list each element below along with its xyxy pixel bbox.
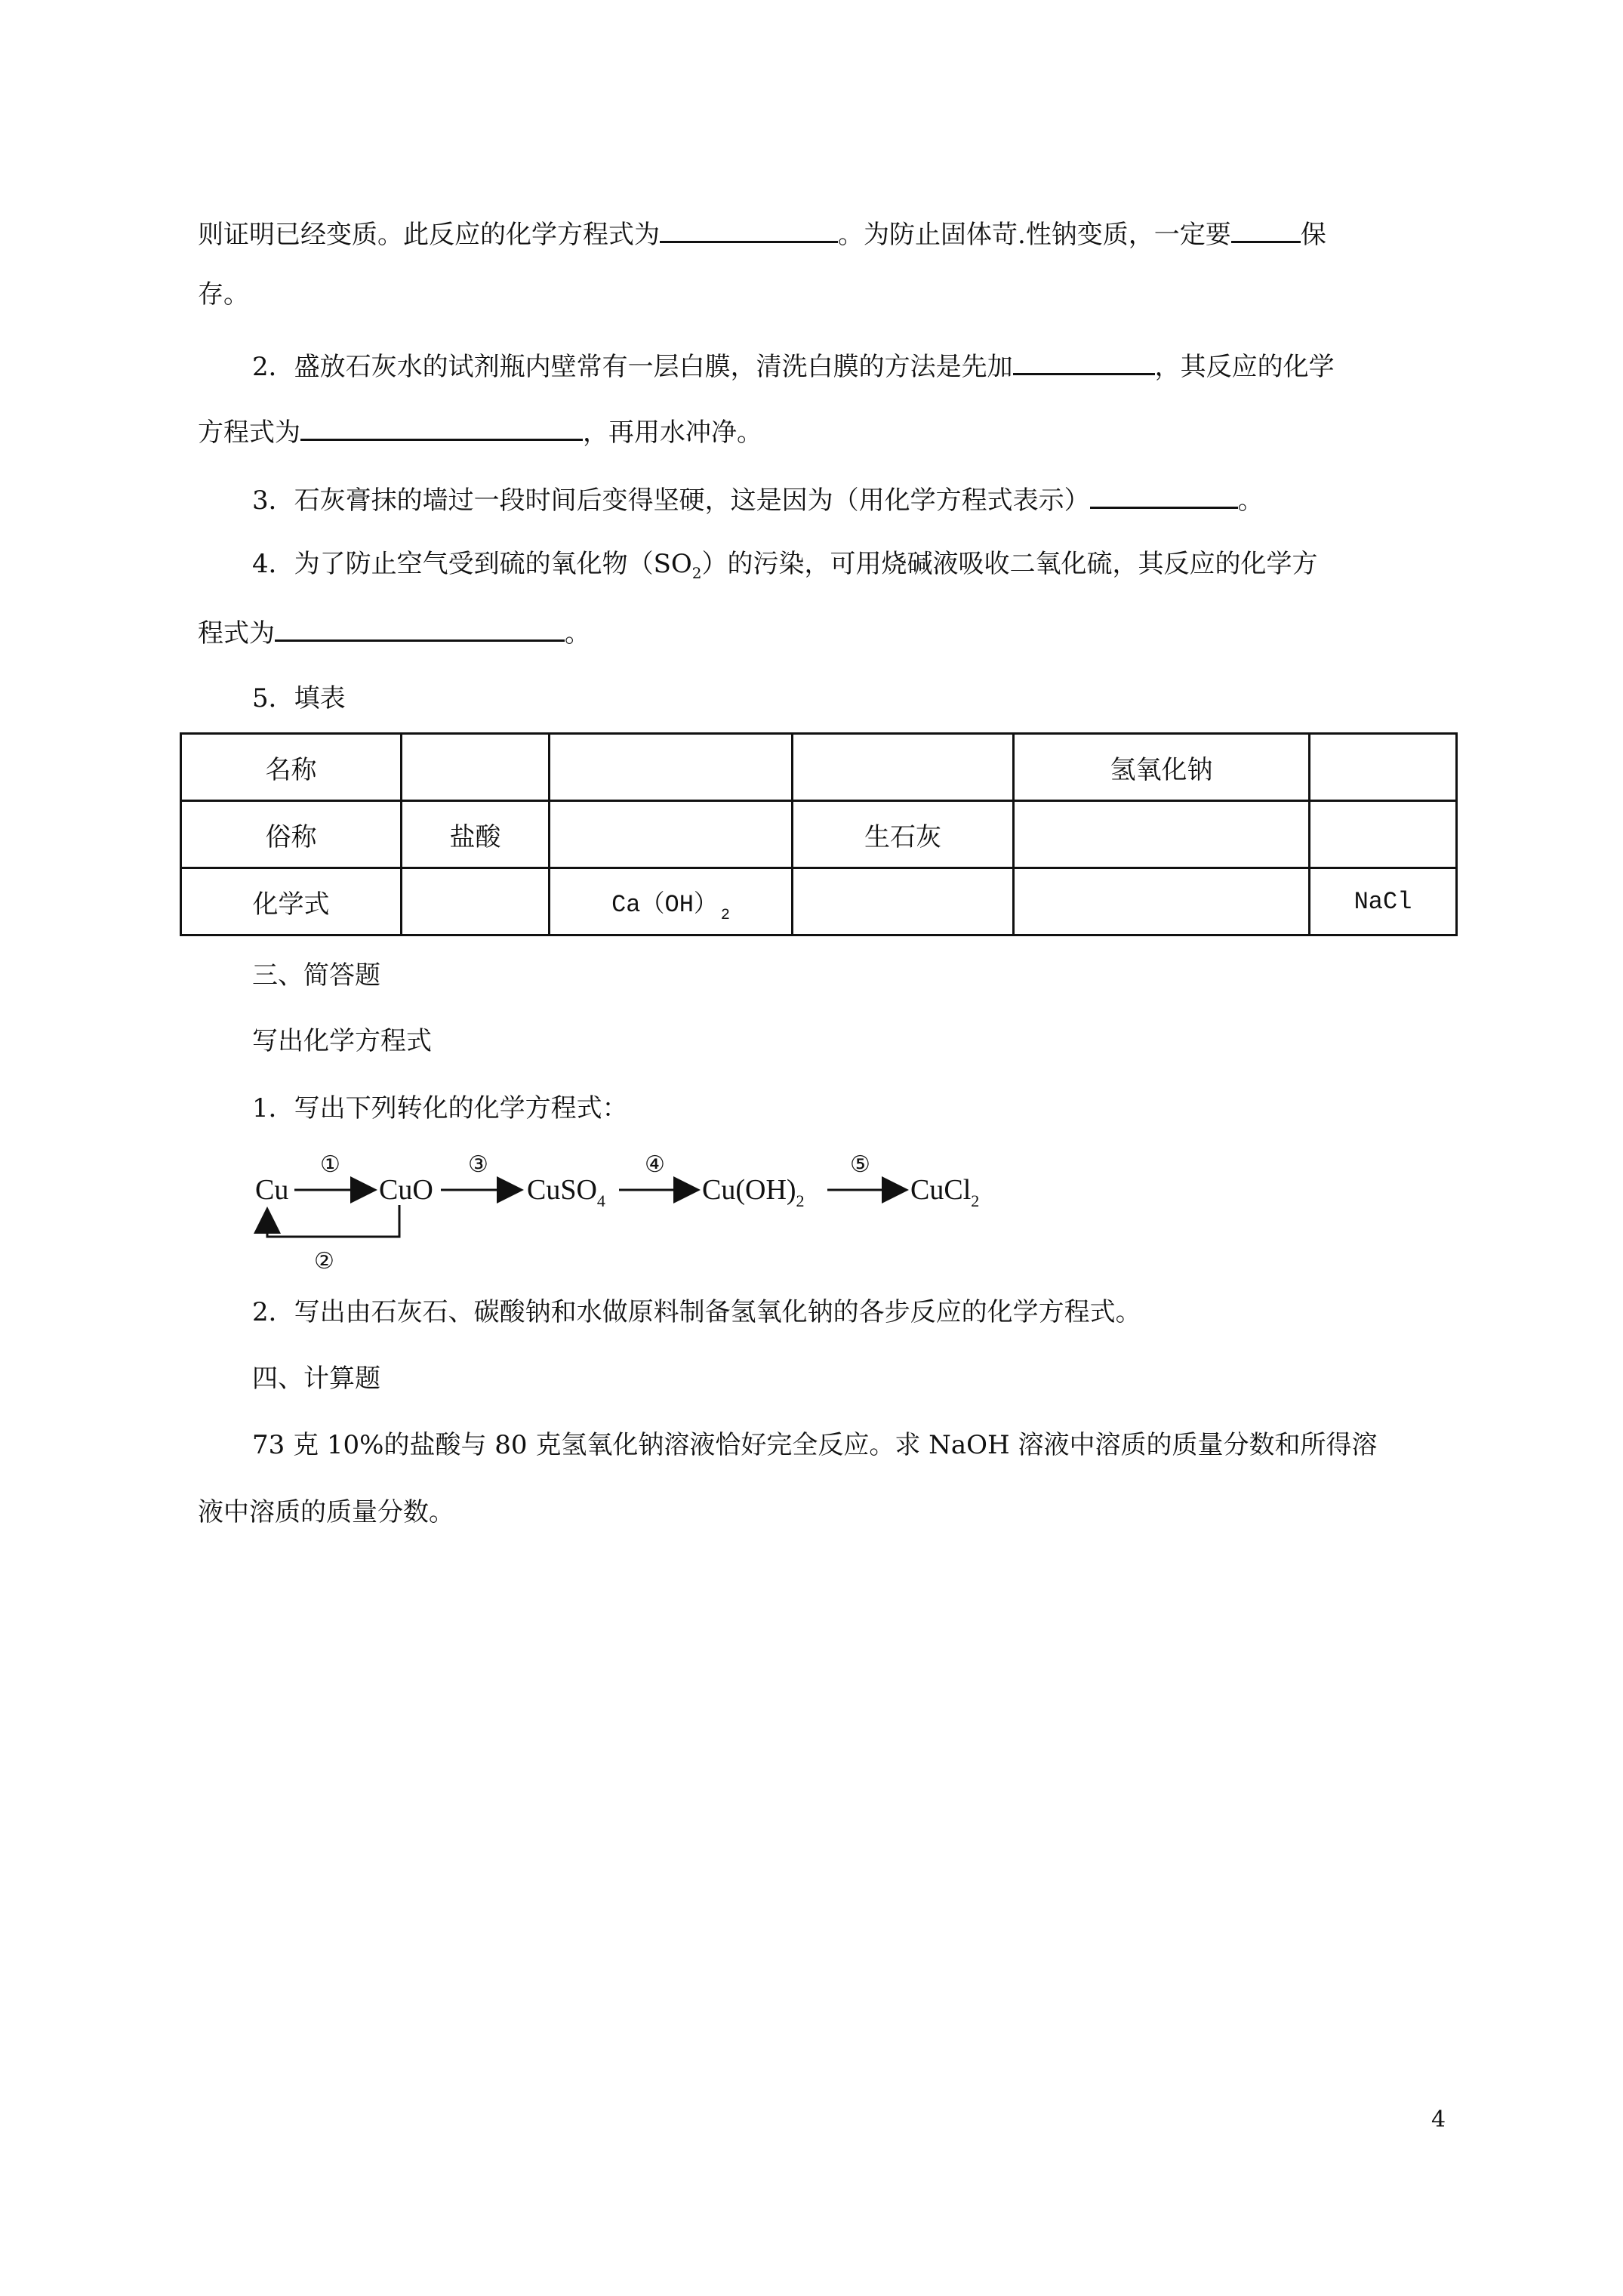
species-cucl2: CuCl$_2$: [910, 1174, 980, 1210]
q2-line1: [252, 347, 1335, 384]
table-cell[interactable]: [1310, 801, 1457, 868]
step-label-4: ④: [645, 1151, 665, 1178]
q1-text-mid: 。为防止固体苛: [838, 220, 1018, 250]
table-cell[interactable]: [550, 734, 793, 801]
section4-problem-line1: [252, 1428, 1378, 1462]
q3-line: [252, 481, 1264, 517]
q4-text-mid: ）的污染，可用烧碱液吸收二氧化硫，其反应的化学方: [701, 549, 1318, 579]
q3-text-end: 。: [1237, 485, 1264, 516]
table-cell[interactable]: [402, 734, 550, 801]
section3-q2: [252, 1296, 1141, 1329]
q1-continuation-line1: [198, 215, 1326, 251]
table-cell[interactable]: [1014, 868, 1310, 935]
q2-text-start: 2．盛放石灰水的试剂瓶内壁常有一层白膜，清洗白膜的方法是先加: [252, 352, 1013, 382]
table-cell: 名称: [181, 734, 402, 801]
table-cell: 盐酸: [402, 801, 550, 868]
section4-problem-text1: 73 克 10%的盐酸与 80 克氢氧化钠溶液恰好完全反应。求 NaOH 溶液中溶质的质量分数和所得溶: [252, 1430, 1378, 1460]
species-cu: Cu: [255, 1174, 289, 1206]
answer-blank[interactable]: [275, 614, 565, 642]
table-cell: 化学式: [181, 868, 402, 935]
section3-title: 三、简答题: [252, 960, 380, 991]
q2-text-mid: ，其反应的化学: [1154, 352, 1335, 382]
table-cell[interactable]: [1014, 801, 1310, 868]
q2-line2: [198, 413, 762, 449]
caoh2-formula: Ca（OH）: [611, 891, 718, 919]
table-cell[interactable]: [550, 801, 793, 868]
step-label-5: ⑤: [850, 1151, 870, 1178]
step-label-1: ①: [320, 1151, 340, 1178]
table-row: [181, 734, 1457, 801]
section3-q1-text: 1．写出下列转化的化学方程式：: [252, 1093, 628, 1123]
q1-text-dot: .: [1018, 220, 1026, 250]
answer-blank[interactable]: [660, 215, 838, 243]
q3-number: 3．: [252, 485, 294, 516]
q2-text-line2-start: 方程式为: [198, 418, 300, 448]
answer-blank[interactable]: [300, 413, 583, 441]
table-cell: 生石灰: [793, 801, 1014, 868]
q1-text-line2: 存。: [198, 279, 249, 310]
section3-q1: [252, 1092, 628, 1125]
table-cell[interactable]: [402, 868, 550, 935]
table-cell: 氢氧化钠: [1014, 734, 1310, 801]
section3-subtitle: 写出化学方程式: [252, 1026, 432, 1056]
table-cell[interactable]: [1310, 734, 1457, 801]
reaction-diagram: [252, 1148, 1007, 1276]
q5-heading: [252, 682, 346, 715]
q5-text: 5．填表: [252, 683, 346, 713]
q4-subscript: 2: [691, 563, 702, 582]
answer-blank[interactable]: [1013, 347, 1155, 375]
section4-title: 四、计算题: [252, 1364, 380, 1394]
section4-problem-line2: [198, 1496, 454, 1529]
table-row: [181, 868, 1457, 935]
table-cell: NaCl: [1310, 868, 1457, 935]
q4-text-line2-end: 。: [565, 618, 590, 649]
step-label-3: ③: [468, 1151, 488, 1178]
q2-text-line2-end: ，再用水冲净。: [583, 418, 762, 448]
answer-blank[interactable]: [1090, 481, 1238, 509]
answer-blank[interactable]: [1231, 215, 1301, 243]
q3-text: 石灰膏抹的墙过一段时间后变得坚硬，这是因为（用化学方程式表示）: [294, 485, 1090, 516]
q1-continuation-line2: [198, 278, 249, 311]
q4-line2: [198, 614, 590, 650]
section3-subheading: [252, 1025, 432, 1058]
table-row: [181, 801, 1457, 868]
q1-text-end: 保: [1300, 220, 1326, 250]
section3-q2-text: 2．写出由石灰石、碳酸钠和水做原料制备氢氧化钠的各步反应的化学方程式。: [252, 1297, 1141, 1327]
caoh2-subscript: 2: [720, 907, 730, 924]
table-cell[interactable]: [793, 734, 1014, 801]
table-cell[interactable]: [793, 868, 1014, 935]
arrow-step-2: [267, 1205, 399, 1237]
q1-text-start: 则证明已经变质。此反应的化学方程式为: [198, 220, 660, 250]
q4-text-start: 4．为了防止空气受到硫的氧化物（SO: [252, 549, 692, 579]
q4-line1: [252, 547, 1318, 590]
section4-problem-text2: 液中溶质的质量分数。: [198, 1497, 454, 1527]
fill-in-table: [180, 732, 1458, 936]
species-cuo: CuO: [379, 1174, 433, 1206]
section4-heading: [252, 1362, 380, 1395]
species-cuoh2: $Cu(OH)_2$: [702, 1174, 805, 1210]
step-label-2: ②: [314, 1248, 334, 1274]
q1-text-mid2: 性钠变质，一定要: [1025, 220, 1231, 250]
table-cell: 俗称: [181, 801, 402, 868]
section3-heading: [252, 959, 380, 992]
page-number: 4: [1431, 2106, 1446, 2133]
table-cell: [550, 868, 793, 935]
q4-text-line2-start: 程式为: [198, 618, 275, 649]
species-cuso4: CuSO$_4$: [527, 1174, 605, 1210]
